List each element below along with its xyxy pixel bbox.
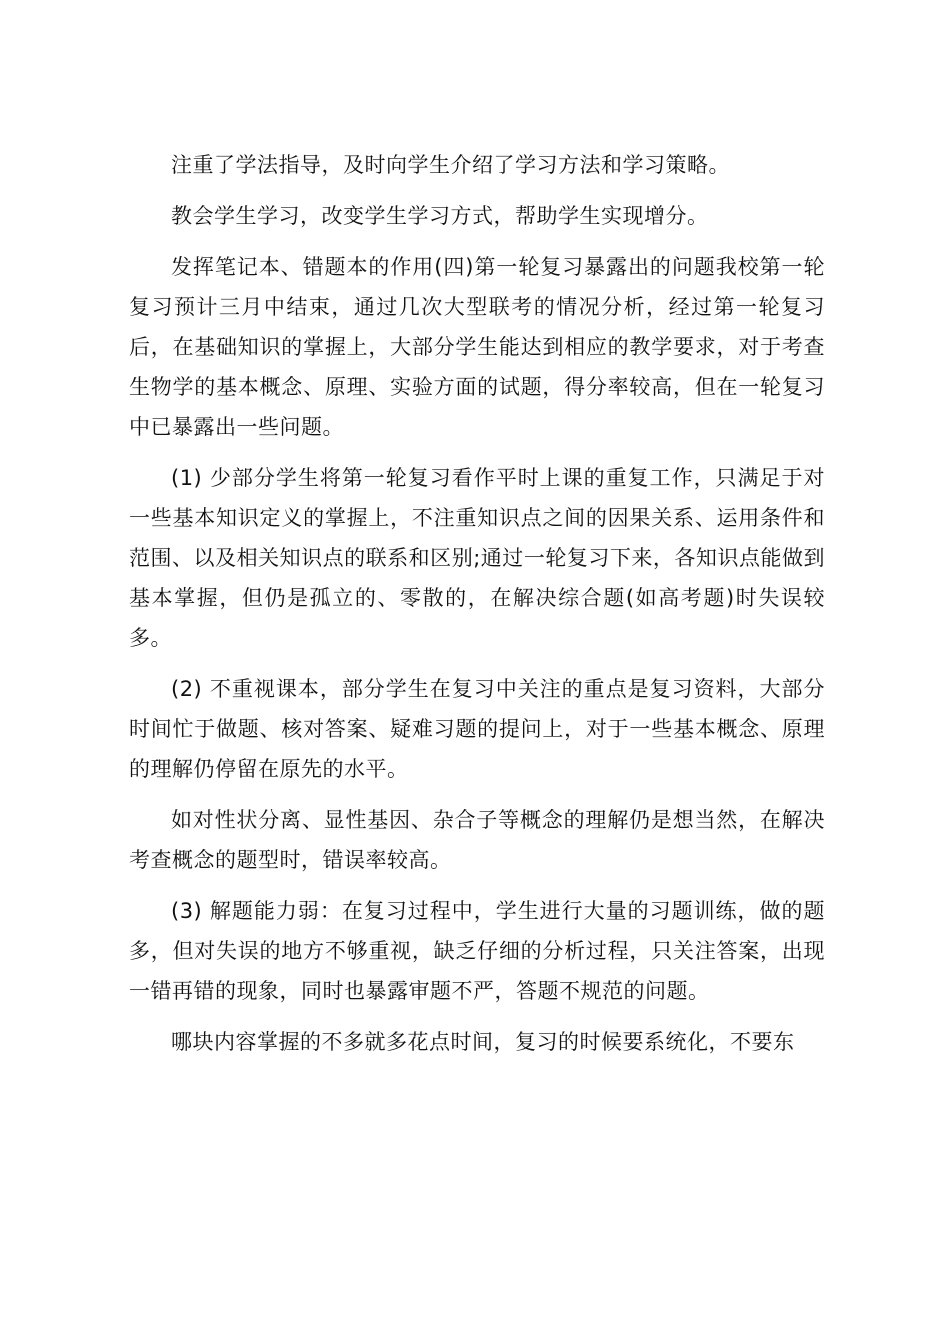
paragraph: (2) 不重视课本，部分学生在复习中关注的重点是复习资料，大部分时间忙于做题、核对答案、疑难习题的提问上，对于一些基本概念、原理的理解仍停留在原先的水平。 [129, 677, 825, 781]
document-body [129, 145, 825, 1073]
paragraph: 注重了学法指导，及时向学生介绍了学习方法和学习策略。 [171, 153, 730, 177]
paragraph: 如对性状分离、显性基因、杂合子等概念的理解仍是想当然，在解决考查概念的题型时，错误率较高。 [129, 808, 825, 872]
paragraph: 发挥笔记本、错题本的作用(四)第一轮复习暴露出的问题我校第一轮复习预计三月中结束，通过几次大型联考的情况分析，经过第一轮复习后，在基础知识的掌握上，大部分学生能达到相应的教学要求，对于考查生物学的基本概念、原理、实验方面的试题，得分率较高，但在一轮复习中已暴露出一些问题。 [129, 255, 825, 439]
paragraph: 哪块内容掌握的不多就多花点时间，复习的时候要系统化，不要东 [171, 1030, 795, 1054]
paragraph: (3) 解题能力弱：在复习过程中，学生进行大量的习题训练，做的题多，但对失误的地方不够重视，缺乏仔细的分析过程，只关注答案，出现一错再错的现象，同时也暴露审题不严，答题不规范的问题。 [129, 899, 825, 1003]
paragraph: 教会学生学习，改变学生学习方式，帮助学生实现增分。 [171, 204, 709, 228]
paragraph: (1) 少部分学生将第一轮复习看作平时上课的重复工作，只满足于对一些基本知识定义的掌握上，不注重知识点之间的因果关系、运用条件和范围、以及相关知识点的联系和区别;通过一轮复习下来，各知识点能做到基本掌握，但仍是孤立的、零散的，在解决综合题(如高考题)时失误较多。 [129, 466, 825, 650]
